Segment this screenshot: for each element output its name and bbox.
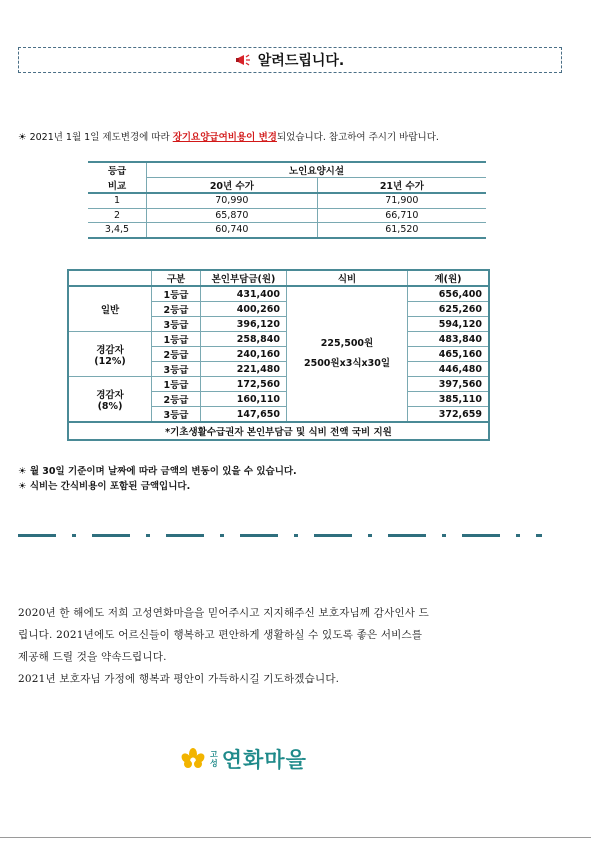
notice-prefix: 2021년 1월 1일 제도변경에 따라 [29,132,173,143]
table2-copay: 240,160 [201,347,287,362]
table2-copay: 400,260 [201,302,287,317]
table-row [68,377,489,392]
table2-total: 483,840 [408,332,490,347]
logo-small-text [210,750,218,768]
group-name: 경감자 [96,389,124,401]
table2-footnote: *기초생활수급권자 본인부담금 및 식비 전액 국비 지원 [68,422,489,440]
table1-value-2021: 61,520 [317,223,486,238]
table2-total: 446,480 [408,362,490,377]
table2-grade: 3등급 [152,362,201,377]
megaphone-icon [236,54,252,66]
table2-header-copay: 본인부담금(원) [201,270,287,286]
table1-value-2020: 65,870 [147,208,318,223]
table2-grade: 2등급 [152,347,201,362]
table1-grade: 3,4,5 [88,223,147,238]
note-item: ☀ 식비는 간식비용이 포함된 금액입니다. [18,481,191,492]
table-row [68,286,489,302]
meal-formula: 2500원x3식x30일 [303,358,391,369]
letter-line: 2021년 보호자님 가정에 행복과 평안이 가득하시길 기도하겠습니다. [18,673,340,685]
page-title: 알려드립니다. [257,53,345,69]
table2-group-label [68,332,152,377]
greeting-letter [18,602,558,690]
notice-suffix: 되었습니다. 참고하여 주시기 바랍니다. [276,132,439,143]
table2-copay: 396,120 [201,317,287,332]
table2-total: 372,659 [408,407,490,423]
table2-copay: 172,560 [201,377,287,392]
page-bottom-border [0,837,591,838]
table2-total: 594,120 [408,317,490,332]
note-item: ☀ 월 30일 기준이며 날짜에 따라 금액의 변동이 있을 수 있습니다. [18,466,297,477]
table2-grade: 2등급 [152,302,201,317]
table-row [88,223,486,238]
notice-bullet: ☀ [18,132,27,143]
notice-highlight: 장기요양급여비용이 변경 [172,132,277,143]
dash-divider [18,534,558,538]
table2-total: 656,400 [408,286,490,302]
table1-grade: 1 [88,193,147,208]
notice-title-box [18,47,562,73]
change-notice [18,129,439,143]
group-rate: (8%) [97,400,123,412]
notes-block [18,464,297,494]
logo-small-top: 고 [210,750,218,759]
table1-col-2021: 21년 수가 [317,178,486,194]
table1-group-header: 노인요양시설 [147,162,487,178]
table2-total: 397,560 [408,377,490,392]
table2-header-category: 구분 [152,270,201,286]
letter-line: 립니다. 2021년에도 어르신들이 행복하고 편안하게 생활하실 수 있도록 좋은 서비스를 [18,629,423,641]
meal-amount: 225,500원 [320,338,374,349]
table2-meal-cell [287,286,408,422]
table2-grade: 1등급 [152,377,201,392]
lotus-flower-icon [180,748,206,770]
table2-total: 625,260 [408,302,490,317]
letter-line: 제공해 드릴 것을 약속드립니다. [18,651,167,663]
table2-copay: 258,840 [201,332,287,347]
table2-copay: 147,650 [201,407,287,423]
table2-total: 385,110 [408,392,490,407]
group-name: 경감자 [96,344,124,356]
fee-comparison-table [88,161,486,239]
table2-header-blank [68,270,152,286]
table2-grade: 2등급 [152,392,201,407]
table-row [88,193,486,208]
table2-grade: 3등급 [152,317,201,332]
table2-header-meal: 식비 [287,270,408,286]
table2-grade: 3등급 [152,407,201,423]
group-rate: (12%) [94,355,126,367]
monthly-cost-table [67,269,490,441]
table-row [68,332,489,347]
table1-value-2021: 71,900 [317,193,486,208]
logo-small-bottom: 성 [210,759,218,768]
organization-logo [180,744,307,774]
table2-grade: 1등급 [152,286,201,302]
table1-value-2020: 70,990 [147,193,318,208]
table1-grade: 2 [88,208,147,223]
table2-grade: 1등급 [152,332,201,347]
logo-name: 연화마을 [221,747,307,772]
table1-col-2020: 20년 수가 [147,178,318,194]
table1-corner-bottom: 비교 [88,178,147,194]
table-row [88,208,486,223]
table2-header-total: 계(원) [408,270,490,286]
table2-copay: 160,110 [201,392,287,407]
table2-total: 465,160 [408,347,490,362]
letter-line: 2020년 한 해에도 저희 고성연화마을을 믿어주시고 지지해주신 보호자님께 감사인사 드 [18,607,430,619]
table1-corner-top: 등급 [88,162,147,178]
table1-value-2020: 60,740 [147,223,318,238]
table1-value-2021: 66,710 [317,208,486,223]
table2-group-label [68,377,152,423]
group-name: 일반 [100,305,120,316]
table2-group-label [68,286,152,332]
table2-copay: 221,480 [201,362,287,377]
table2-copay: 431,400 [201,286,287,302]
